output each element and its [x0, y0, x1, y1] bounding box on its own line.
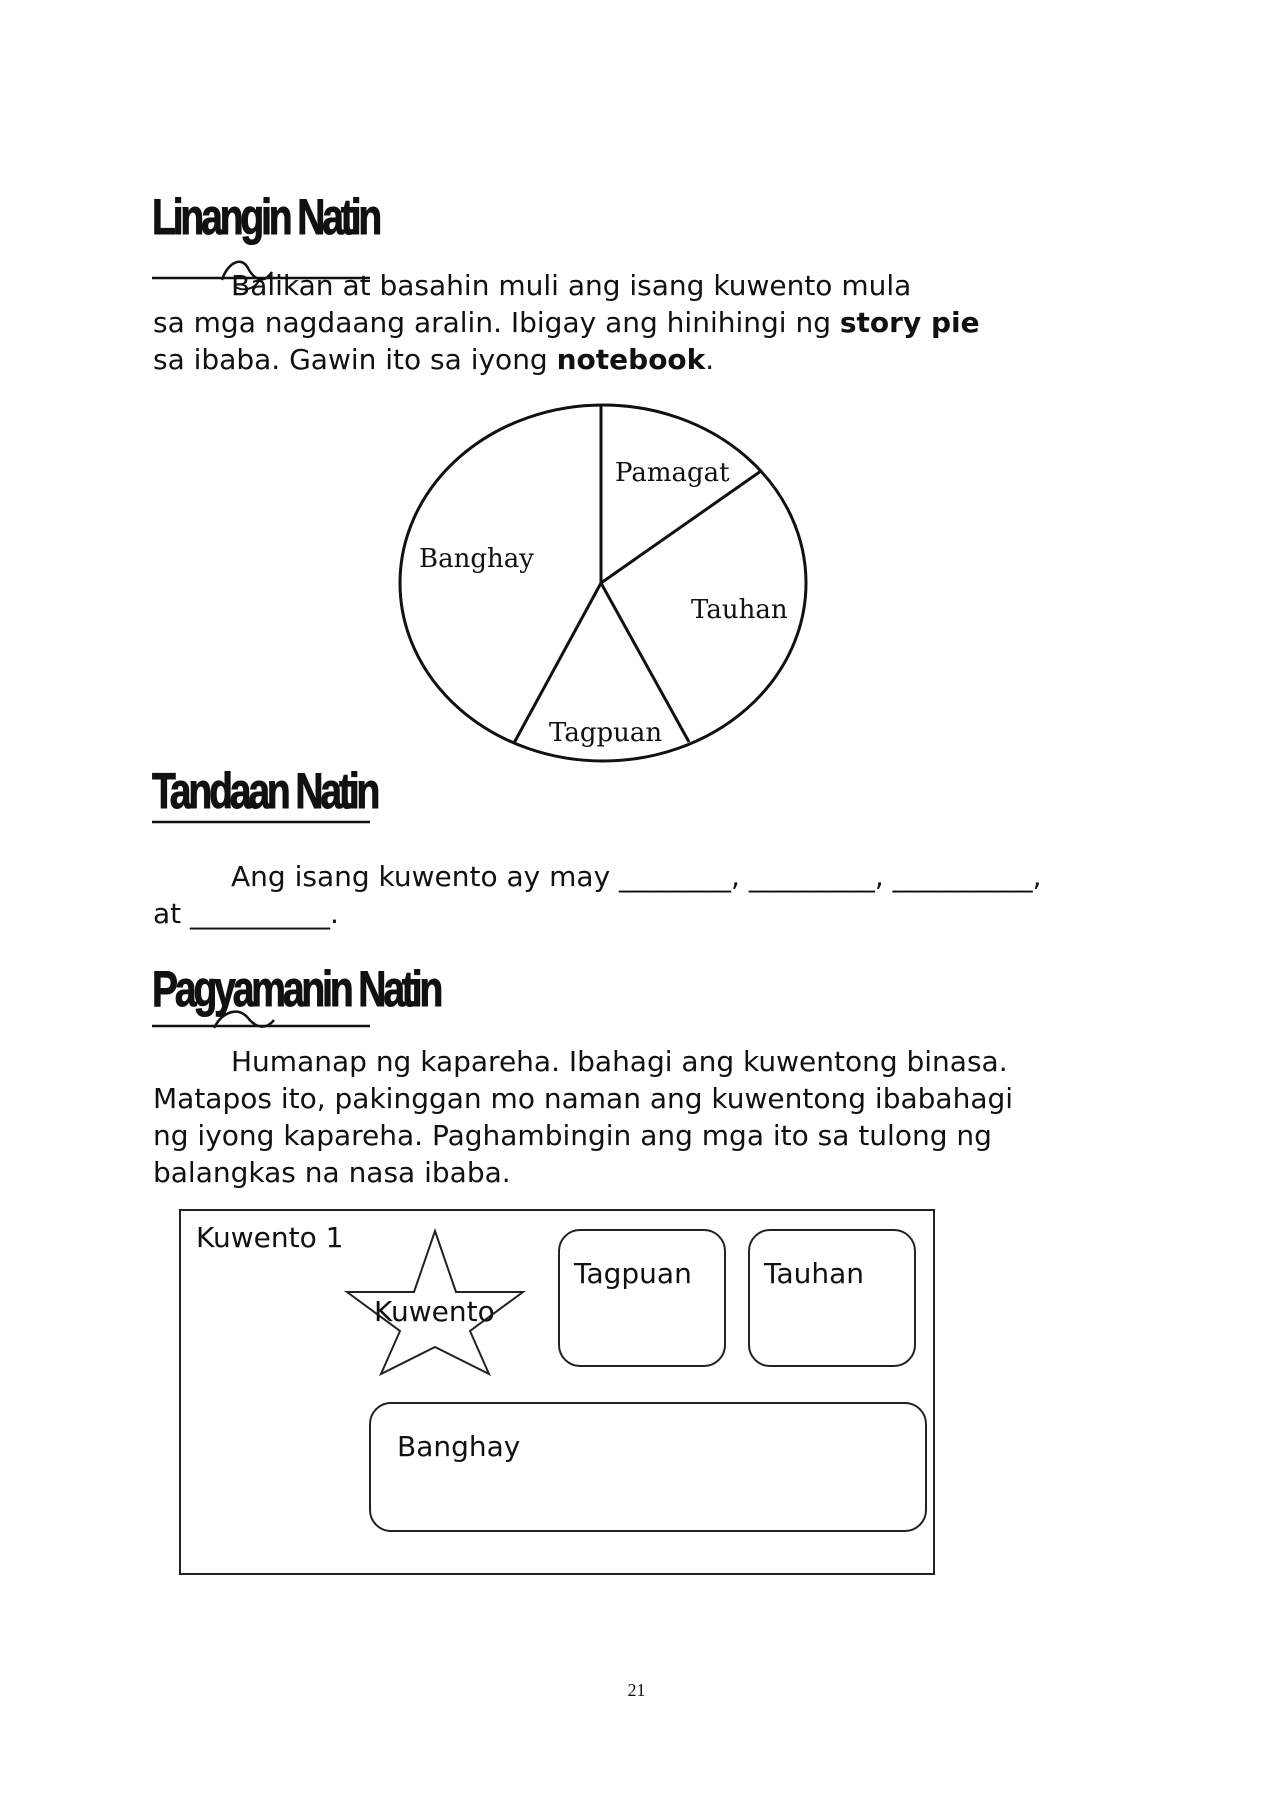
paragraph-line: balangkas na nasa ibaba.	[153, 1156, 511, 1189]
heading-tandaan-natin	[152, 763, 378, 819]
paragraph-line: Matapos ito, pakinggan mo naman ang kuwentong ibabahagi	[153, 1082, 1014, 1115]
heading-underline-icon	[152, 763, 378, 836]
paragraph-text: sa mga nagdaang aralin. Ibigay ang hinihingi ng	[153, 306, 840, 339]
pie-label-tauhan: Tauhan	[691, 595, 788, 625]
star-kuwento-label: Kuwento	[374, 1295, 495, 1328]
paragraph-text: .	[705, 343, 715, 376]
tauhan-label: Tauhan	[764, 1257, 865, 1290]
bold-term-notebook: notebook	[556, 343, 706, 376]
heading-title: Pagyamanin Natin	[152, 961, 441, 1017]
paragraph-line: ng iyong kapareha. Paghambingin ang mga ito sa tulong ng	[153, 1119, 992, 1152]
paragraph-line: at __________.	[153, 897, 339, 930]
paragraph-line	[153, 304, 980, 341]
heading-title: Linangin Natin	[152, 189, 380, 245]
story-outline-frame	[179, 1209, 935, 1575]
kuwento-label: Kuwento 1	[196, 1221, 344, 1254]
tandaan-paragraph	[153, 858, 1042, 932]
tauhan-box	[748, 1229, 916, 1367]
paragraph-line	[153, 341, 980, 378]
heading-swirl-underline-icon	[152, 961, 441, 1036]
heading-linangin-natin	[152, 189, 380, 245]
pie-label-banghay: Banghay	[419, 544, 534, 574]
linangin-paragraph	[153, 267, 980, 378]
pie-label-tagpuan: Tagpuan	[549, 718, 663, 748]
pagyamanin-paragraph	[153, 1043, 1013, 1191]
bold-term-story-pie: story pie	[839, 306, 980, 339]
tagpuan-box	[558, 1229, 726, 1367]
paragraph-line: Ang isang kuwento ay may ________, _________, __________,	[231, 860, 1042, 893]
banghay-label: Banghay	[397, 1430, 521, 1463]
paragraph-line: Balikan at basahin muli ang isang kuwento mula	[231, 269, 912, 302]
paragraph-text: sa ibaba. Gawin ito sa iyong	[153, 343, 557, 376]
tagpuan-label: Tagpuan	[574, 1257, 692, 1290]
banghay-box	[369, 1402, 927, 1532]
pie-label-pamagat: Pamagat	[615, 458, 730, 488]
heading-title: Tandaan Natin	[152, 763, 378, 819]
heading-pagyamanin-natin	[152, 961, 441, 1017]
story-pie-diagram	[393, 400, 813, 770]
page-number: 21	[627, 1680, 646, 1700]
paragraph-line: Humanap ng kapareha. Ibahagi ang kuwentong binasa.	[231, 1045, 1008, 1078]
